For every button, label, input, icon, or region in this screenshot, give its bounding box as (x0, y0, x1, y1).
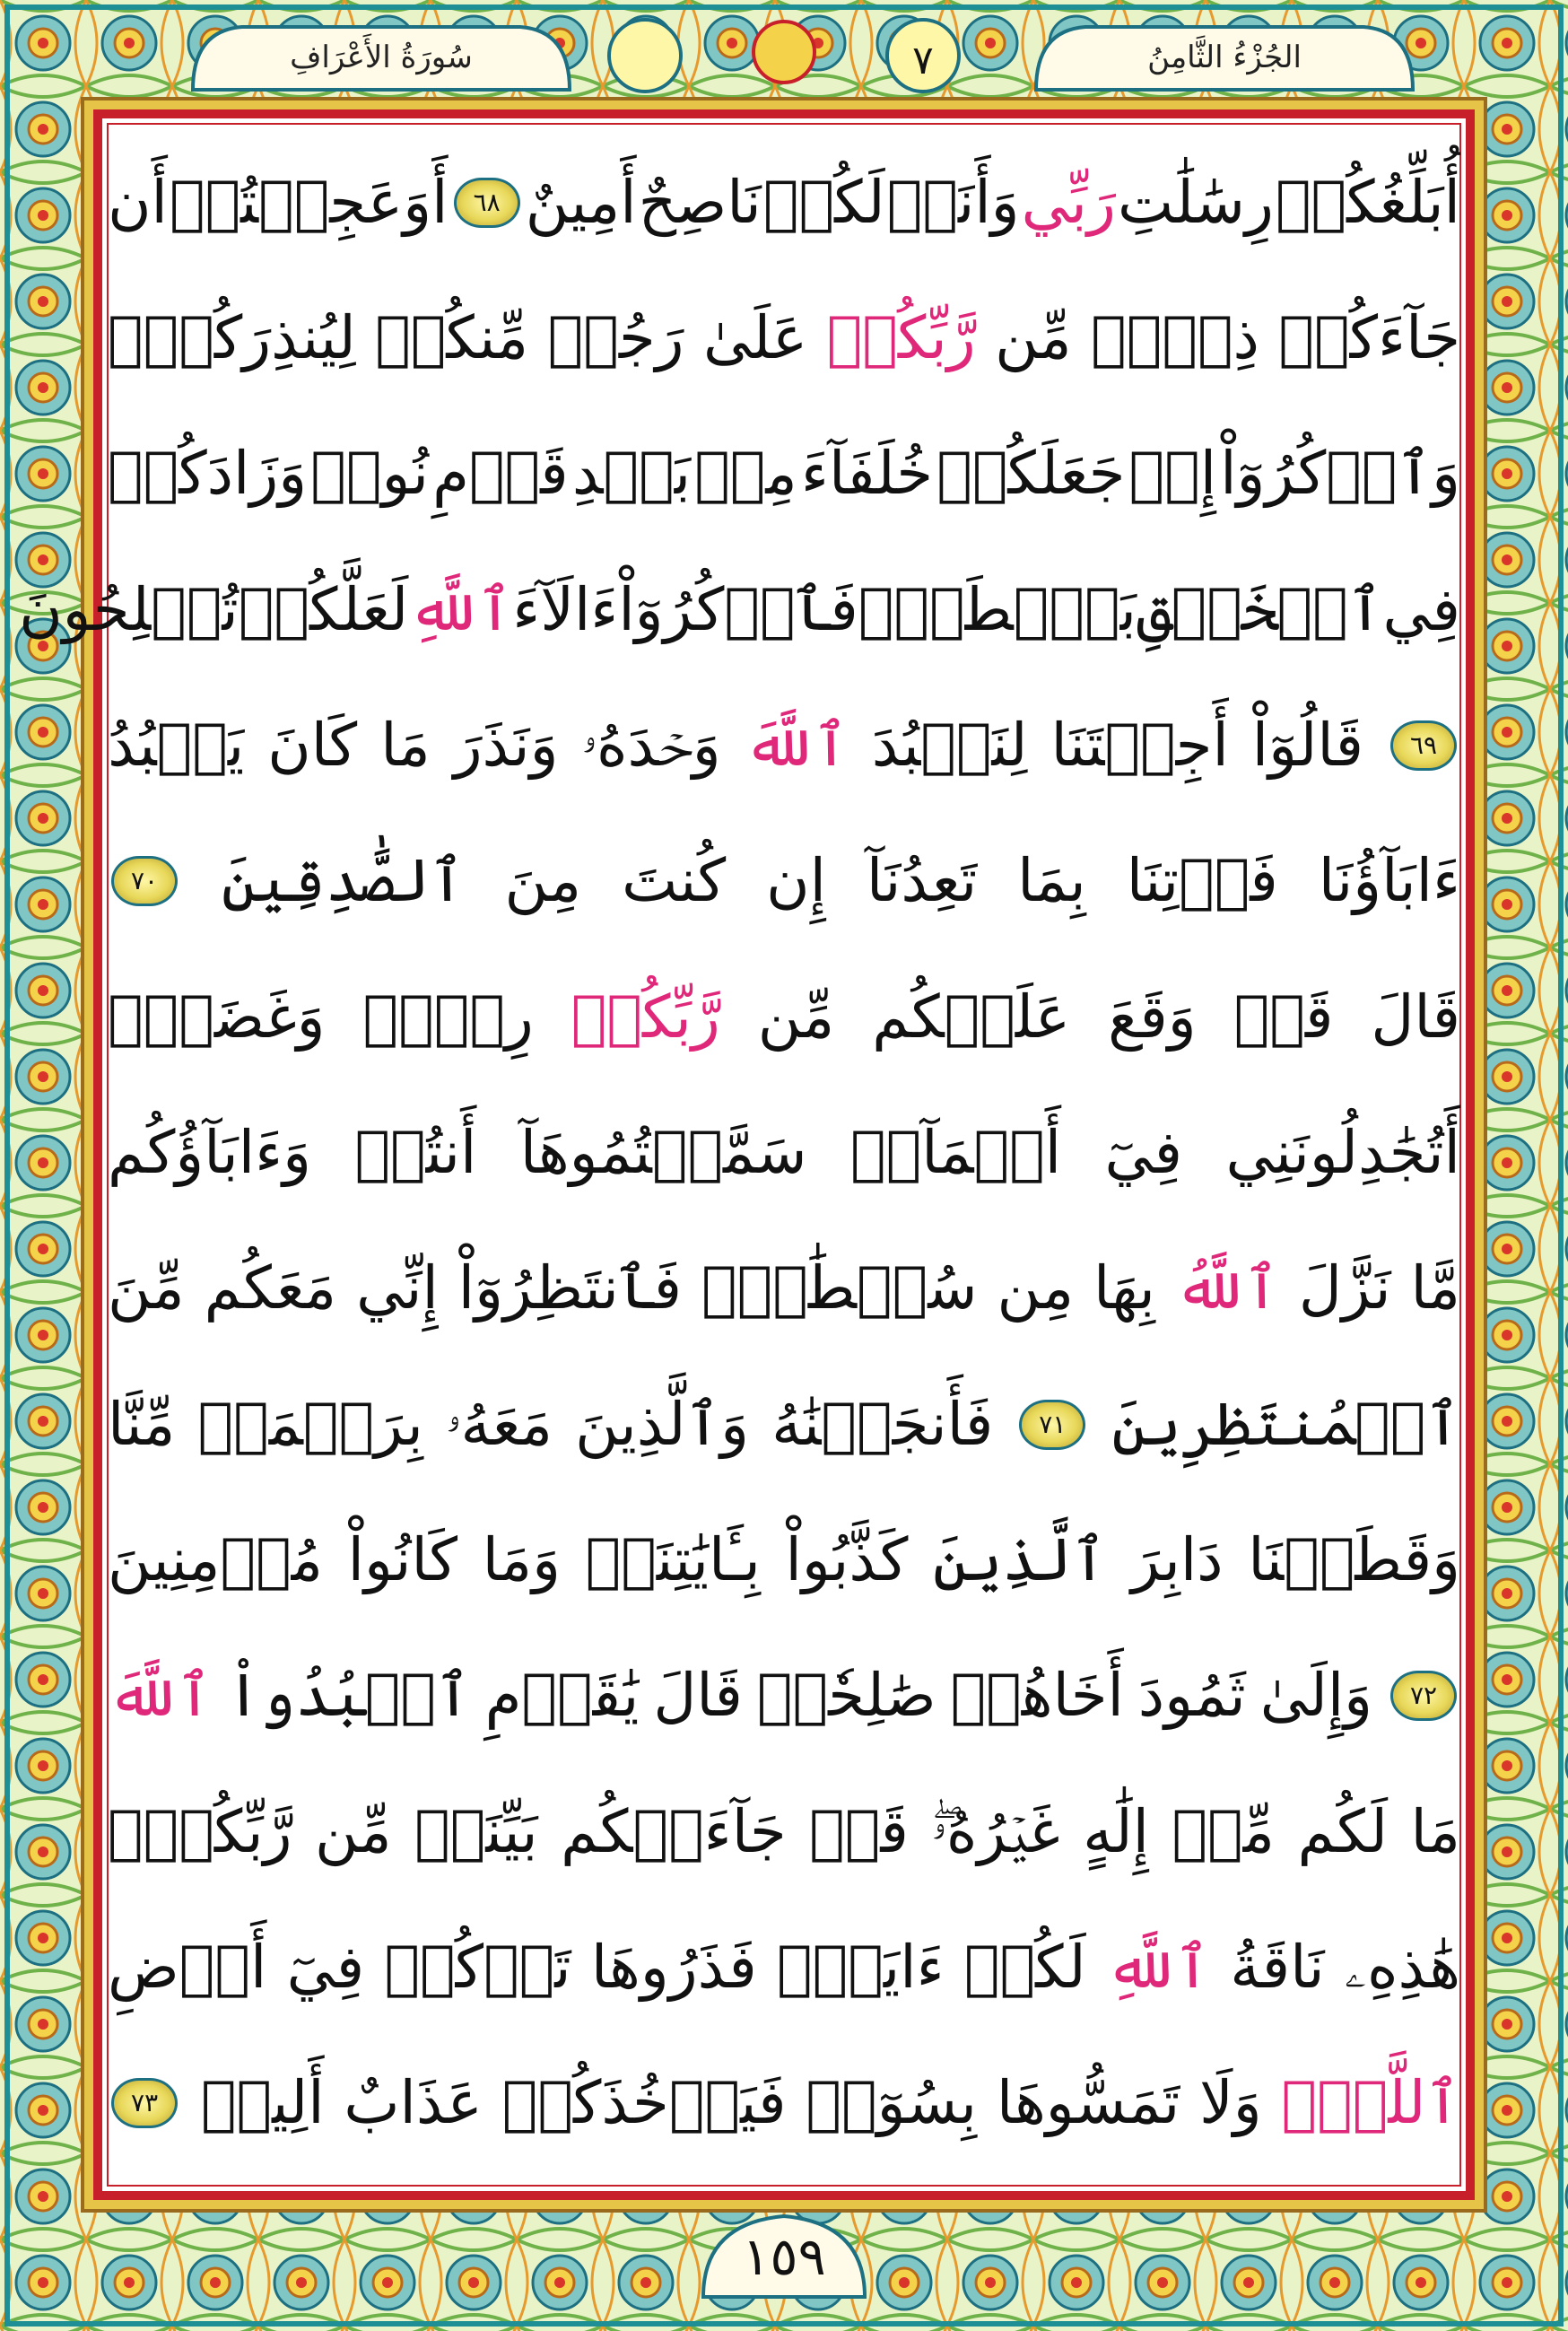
verse-word: نَاصِحٌ (638, 167, 762, 237)
verse-word: ءَالَآءَ (512, 574, 619, 644)
verse-word: صَٰلِحٗاۚ (756, 1661, 936, 1731)
divine-name-word: ٱللَّهُ (1174, 1253, 1279, 1323)
verse-word: نَاقَةُ (1230, 1933, 1325, 2002)
verse-word: فَيَأۡخُذَكُمۡ (501, 2068, 787, 2138)
verse-word: مَعَكُم (204, 1253, 337, 1323)
verse-line (108, 2053, 1460, 2153)
verse-word: عَذَابٌ (344, 2068, 483, 2138)
verse-word: لَكُم (1297, 1796, 1389, 1866)
verse-word: أَجِئۡتَنَا (1050, 711, 1229, 780)
verse-word: مَا (380, 711, 431, 780)
verse-word: بَيِّنَةٞ (414, 1796, 538, 1866)
verse-word: كُنتَ (622, 846, 727, 916)
page-number: ١٥٩ (742, 2226, 826, 2287)
verse-word: رِسَٰلَٰتِ (1118, 167, 1274, 237)
verse-word: يَٰقَوۡمِ (484, 1661, 640, 1731)
verse-word: فِي (1382, 574, 1460, 644)
verse-word: مِّنۡ (1172, 1796, 1276, 1866)
verse-word: مِّن (995, 303, 1072, 372)
divine-name-word: رَبِّي (1021, 167, 1116, 237)
verse-word: نُوحٖ (310, 439, 429, 509)
verse-word: أَوَعَجِبۡتُمۡ (169, 167, 449, 237)
verse-line (108, 831, 1460, 931)
verse-word: تَعِدُنَآ (866, 846, 978, 916)
verse-word: قَالَ (1371, 982, 1460, 1052)
verse-word: أَنتُمۡ (354, 1118, 477, 1187)
verse-word: فِيٓ (1104, 1118, 1183, 1187)
verse-word: وَٱذۡكُرُوٓاْ (1220, 439, 1460, 509)
verse-word: أَسۡمَآءٖ (850, 1118, 1062, 1187)
verse-line (108, 1510, 1460, 1611)
verse-word: فَٱذۡكُرُوٓاْ (618, 574, 858, 644)
verse-word: عَلَيۡكُم (872, 982, 1071, 1052)
verse-word: أَلِيمٞ (200, 2068, 325, 2138)
verse-word: وَلَا (1199, 2068, 1262, 2138)
verse-word: مُؤۡمِنِينَ (108, 1525, 324, 1594)
verse-word: وَنَذَرَ (453, 711, 559, 780)
verse-word: مَا (1410, 1796, 1460, 1866)
verse-word: بِسُوٓءٖ (806, 2068, 977, 2138)
verse-word: وَحۡدَهُۥ (581, 711, 721, 780)
verse-word: ذِكۡرٞ (1091, 303, 1259, 372)
verse-word: غَيۡرُهُۥۖ (931, 1796, 1060, 1866)
verse-word: لِيُنذِرَكُمۡۚ (108, 303, 356, 372)
verse-line (108, 1375, 1460, 1475)
verse-word: جَآءَتۡكُم (561, 1796, 787, 1866)
verse-line (108, 1646, 1460, 1746)
ayah-number-marker: ٧٢ (1390, 1671, 1457, 1721)
verse-word: كَذَّبُواْ (785, 1525, 909, 1594)
divine-name-word: رَّبِّكُمۡ (571, 982, 720, 1052)
verse-word: سَمَّيۡتُمُوهَآ (519, 1118, 807, 1187)
verse-word: فَذَرُوهَا (590, 1933, 757, 2002)
verse-word: فَأۡتِنَا (1126, 846, 1278, 916)
verse-word: لَكُمۡ (963, 1933, 1086, 2002)
verse-word: ثَمُودَ (1137, 1661, 1246, 1731)
verse-line (108, 1238, 1460, 1339)
verse-word: مِّن (757, 982, 835, 1052)
verse-word: مِّنَ (108, 1253, 185, 1323)
verse-word: بِهَا (1093, 1253, 1155, 1323)
verse-word: فِيٓ (286, 1933, 365, 2002)
surah-name: سُورَةُ الأَعْرَافِ (290, 39, 473, 75)
verse-word: عَلَىٰ (702, 303, 808, 372)
verse-word: لَكُمۡ (762, 167, 885, 237)
verse-word: نَزَّلَ (1298, 1253, 1391, 1323)
verse-word: أَرۡضِ (108, 1933, 267, 2002)
verse-word: وَزَادَكُمۡ (108, 439, 308, 509)
verse-word: ءَابَآؤُنَا (1318, 846, 1460, 916)
verse-word: تُفۡلِحُونَ (19, 574, 239, 644)
verse-word: قَدۡ (809, 1796, 909, 1866)
verse-line (108, 1917, 1460, 2018)
divine-name-word: ٱللَّهِۖ (1281, 2068, 1460, 2138)
verse-word: بَصۜۡطَةٗۖ (858, 574, 1137, 644)
verse-word: قَالَ (653, 1661, 743, 1731)
verse-word: ٱعۡبُدُواْ (226, 1661, 471, 1731)
verse-word: رَّبِّكُمۡۖ (108, 1796, 292, 1866)
juz-name: الجُزْءُ الثَّامِنُ (1147, 39, 1302, 75)
ayah-number-marker: ٦٩ (1390, 720, 1457, 771)
verse-line (108, 1103, 1460, 1203)
verse-word: أُبَلِّغُكُمۡ (1275, 167, 1460, 237)
verse-line (108, 153, 1460, 253)
verse-word: مِن (997, 1253, 1075, 1323)
verse-word: هَٰذِهِۦ (1344, 1933, 1460, 2002)
verse-word: خُلَفَآءَ (800, 439, 934, 509)
verse-line (108, 1782, 1460, 1882)
verse-word: إِذۡ (1128, 439, 1217, 509)
verse-word: وَقَطَعۡنَا (1248, 1525, 1460, 1594)
verse-word: ٱلصَّٰدِقِينَ (221, 846, 465, 916)
verse-word: مِّن (315, 1796, 392, 1866)
verse-word: سُلۡطَٰنٖۚ (701, 1253, 978, 1323)
verse-word: لِنَعۡبُدَ (871, 711, 1028, 780)
verse-word: كَانَ (267, 711, 358, 780)
ayah-number-marker: ٧٣ (111, 2078, 178, 2128)
verse-line (108, 288, 1460, 388)
verse-word: كَانُواْ (347, 1525, 458, 1594)
verse-word: ٱلۡمُنتَظِرِينَ (1111, 1389, 1460, 1459)
verse-word: قَدۡ (1233, 982, 1334, 1052)
verse-word: وَأَنَا۠ (886, 167, 1020, 237)
verse-word: بِرَحۡمَةٖ (197, 1389, 423, 1459)
verse-word: رَجُلٖ (547, 303, 684, 372)
verse-word: مِنۢ (694, 439, 797, 509)
verse-line (108, 423, 1460, 524)
verse-word: قَوۡمِ (432, 439, 569, 509)
verse-word: جَعَلَكُمۡ (936, 439, 1126, 509)
verse-word: وَٱلَّذِينَ (575, 1389, 750, 1459)
verse-word: لَعَلَّكُمۡ (238, 574, 409, 644)
verse-word: وَءَابَآؤُكُم (108, 1118, 311, 1187)
verse-word: يَعۡبُدُ (108, 711, 245, 780)
verse-word: أَمِينٌ (525, 167, 637, 237)
verse-word: بِمَا (1017, 846, 1086, 916)
ayah-number-marker: ٧٠ (111, 856, 178, 906)
verse-word: فَٱنتَظِرُوٓاْ (457, 1253, 683, 1323)
verse-word: ٱلۡخَلۡقِ (1136, 574, 1383, 644)
verse-word: بِـَٔايَٰتِنَاۖ (585, 1525, 761, 1594)
quran-text (19, 135, 1460, 2171)
verse-word: إِنِّي (356, 1253, 439, 1323)
verse-word: وَغَضَبٌۖ (108, 982, 326, 1052)
verse-word: تَأۡكُلۡ (384, 1933, 571, 2002)
verse-word: مَعَهُۥ (445, 1389, 553, 1459)
verse-word: أَن (108, 167, 168, 237)
verse-word: تَمَسُّوهَا (996, 2068, 1180, 2138)
verse-word: وَمَا (482, 1525, 561, 1594)
verse-word: مِّنكُمۡ (375, 303, 529, 372)
verse-word: جَآءَكُمۡ (1278, 303, 1460, 372)
verse-word: ٱلَّذِينَ (933, 1525, 1107, 1594)
verse-word: إِن (766, 846, 826, 916)
verse-word: أَتُجَٰدِلُونَنِي (1225, 1118, 1460, 1187)
verse-word: بَعۡدِ (571, 439, 692, 509)
ayah-number-marker: ٦٨ (454, 178, 520, 228)
verse-line (108, 967, 1460, 1068)
verse-word: أَخَاهُمۡ (950, 1661, 1124, 1731)
verse-word: مِّنَّا (108, 1389, 176, 1459)
verse-word: دَابِرَ (1131, 1525, 1224, 1594)
verse-word: وَقَعَ (1108, 982, 1197, 1052)
divine-name-word: ٱللَّهَ (108, 1661, 213, 1731)
verse-line (19, 560, 1460, 660)
divine-name-word: رَّبِّكُمۡ (826, 303, 976, 372)
verse-word: إِلَٰهٍ (1083, 1796, 1149, 1866)
verse-word: مِنَ (504, 846, 582, 916)
divine-name-word: ٱللَّهِ (408, 574, 513, 644)
verse-word: مَّا (1410, 1253, 1460, 1323)
verse-word: فَأَنجَيۡنَٰهُ (771, 1389, 994, 1459)
divine-name-word: ٱللَّهَ (744, 711, 849, 780)
verse-word: رِجۡسٞ (362, 982, 534, 1052)
verse-line (108, 695, 1460, 796)
verse-word: قَالُوٓاْ (1251, 711, 1363, 780)
divine-name-word: ٱللَّهِ (1105, 1933, 1210, 2002)
ayah-number-marker: ٧١ (1019, 1400, 1085, 1450)
hizb-marker: ٧ (912, 37, 934, 83)
verse-word: وَإِلَىٰ (1259, 1661, 1373, 1731)
verse-word: ءَايَةٗۖ (777, 1933, 945, 2002)
